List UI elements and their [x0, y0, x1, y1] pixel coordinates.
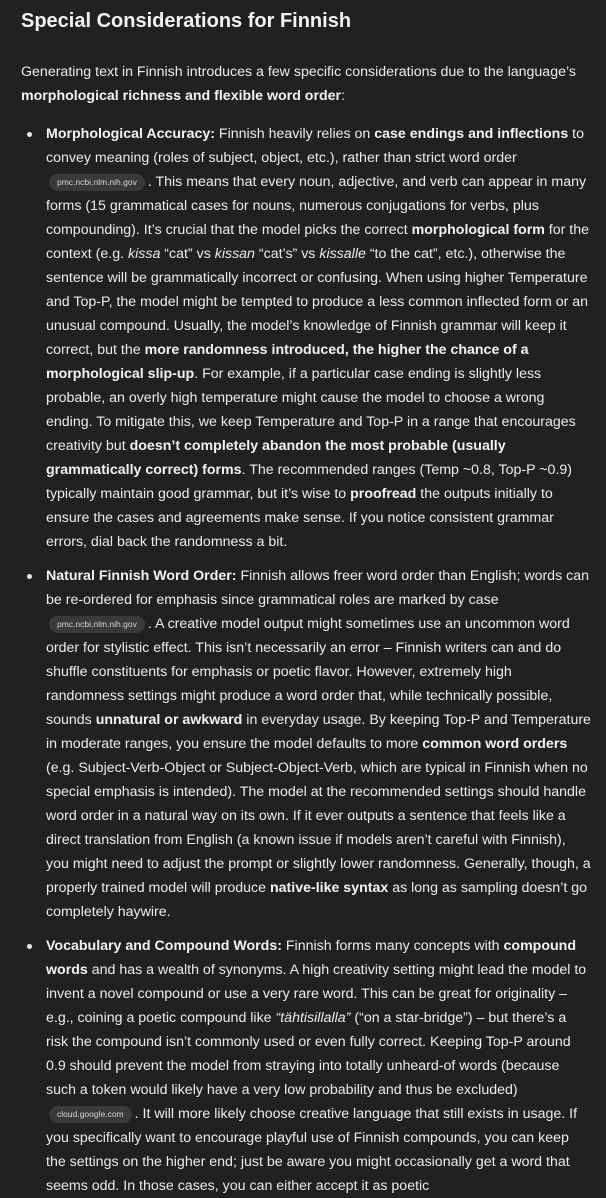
intro-text: Generating text in Finnish introduces a few specific considerations due to the language’s	[21, 64, 576, 80]
item-text: Finnish forms many concepts with	[281, 938, 504, 954]
item-text: and has a wealth of synonyms. A high creativity setting might lead the model to invent a novel compound or use a very rare word. This can be great for originality – e.g., coining a poetic compound like	[46, 962, 587, 1026]
intro-bold: morphological richness and flexible word order	[21, 88, 342, 104]
considerations-list	[21, 122, 592, 1198]
item-bold: proofread	[350, 486, 417, 502]
item-bold: morphological form	[411, 222, 545, 238]
item-title: Natural Finnish Word Order:	[46, 568, 237, 584]
item-text: “cat’s” vs	[254, 246, 320, 262]
item-text: . The recommended ranges (Temp ~0.8, Top-P ~0.9) typically maintain good grammar, but it’s wise to	[46, 462, 573, 502]
item-text: as long as sampling doesn’t go completely haywire.	[46, 880, 588, 920]
item-italic: kissalle	[319, 246, 366, 262]
item-text: to convey meaning (roles of subject, object, etc.), rather than strict word order	[46, 126, 584, 166]
item-bold: compound words	[46, 938, 577, 978]
item-text: in everyday usage. By keeping Top-P and Temperature in moderate ranges, you ensure the model defaults to more	[46, 712, 591, 752]
item-text: . For example, if a particular case ending is slightly less probable, an overly high temperature might cause the model to choose a wrong ending. To mitigate this, we keep Temperature and Top-P in a range that encourages creativity but	[46, 366, 576, 454]
item-title: Morphological Accuracy:	[46, 126, 215, 142]
intro-text-end: :	[341, 88, 346, 104]
list-item-vocabulary	[21, 934, 592, 1198]
item-text: . It will more likely choose creative language that still exists in usage. If you specifically want to encourage playful use of Finnish compounds, you can keep the settings on the higher end; just be aware you might occasionally get a word that seems odd. In those cases, you can either accept it as poetic	[46, 1106, 578, 1194]
item-italic: kissan	[214, 246, 255, 262]
item-text: the outputs initially to ensure the cases and agreements make sense. If you notice consistent grammar errors, dial back the randomness a bit.	[46, 486, 554, 550]
item-bold: more randomness introduced, the higher the chance of a morphological slip-up	[46, 342, 529, 382]
item-bold: doesn’t completely abandon the most probable (usually grammatically correct) forms	[46, 438, 506, 478]
item-text: (e.g. Subject-Verb-Object or Subject-Object-Verb, which are typical in Finnish when no special emphasis is intended). The model at the recommended settings should handle word order in a natural way on its own. If it ever outputs a sentence that feels like a direct translation from English (a known issue if models aren’t careful with Finnish), you might need to adjust the prompt or slightly lower randomness. Generally, though, a properly trained model will produce	[46, 760, 591, 896]
item-bold: common word orders	[422, 736, 568, 752]
list-item-word-order	[21, 564, 592, 924]
item-text: Finnish heavily relies on	[214, 126, 375, 142]
item-text: “to the cat”, etc.), otherwise the sentence will be grammatically incorrect or confusing. When using higher Temperature and Top-P, the model might be tempted to produce a less common inflected form or an unusual compound. Usually, the model’s knowledge of Finnish grammar will keep it correct, but the	[46, 246, 589, 358]
item-text: Finnish allows freer word order than English; words can be re-ordered for emphasis since grammatical roles are marked by case	[46, 568, 589, 608]
item-bold: unnatural or awkward	[95, 712, 243, 728]
item-bold: case endings and inflections	[374, 126, 569, 142]
item-title: Vocabulary and Compound Words:	[46, 938, 282, 954]
item-italic: “tähtisillalla”	[275, 1010, 351, 1026]
citation-chip[interactable]: cloud.google.com	[49, 1106, 132, 1123]
item-text: for the context (e.g.	[46, 222, 590, 262]
section-heading: Special Considerations for Finnish	[21, 10, 352, 32]
citation-chip[interactable]: pmc.ncbi.nlm.nih.gov	[49, 616, 145, 633]
item-italic: kissa	[128, 246, 161, 262]
item-bold: native-like syntax	[269, 880, 389, 896]
item-text: . A creative model output might sometimes use an uncommon word order for stylistic effect. This isn’t necessarily an error – Finnish writers can and do shuffle constituents for emphasis or poetic flavor. However, extremely high randomness settings might produce a word order that, while technically possible, sounds	[46, 616, 570, 728]
intro-paragraph	[21, 60, 592, 108]
item-text: “cat” vs	[160, 246, 215, 262]
item-text: (“on a star-bridge”) – but there’s a risk the compound isn’t commonly used or even fully correct. Keeping Top-P around 0.9 should prevent the model from straying into totally unheard-of words (because such a token would likely have a very low probability and thus be excluded)	[46, 1010, 571, 1098]
item-text: . This means that every noun, adjective, and verb can appear in many forms (15 grammatical cases for nouns, numerous conjugations for verbs, plus compounding). It’s crucial that the model picks the correct	[46, 174, 587, 238]
citation-chip[interactable]: pmc.ncbi.nlm.nih.gov	[49, 174, 145, 191]
list-item-morphological-accuracy	[21, 122, 592, 554]
